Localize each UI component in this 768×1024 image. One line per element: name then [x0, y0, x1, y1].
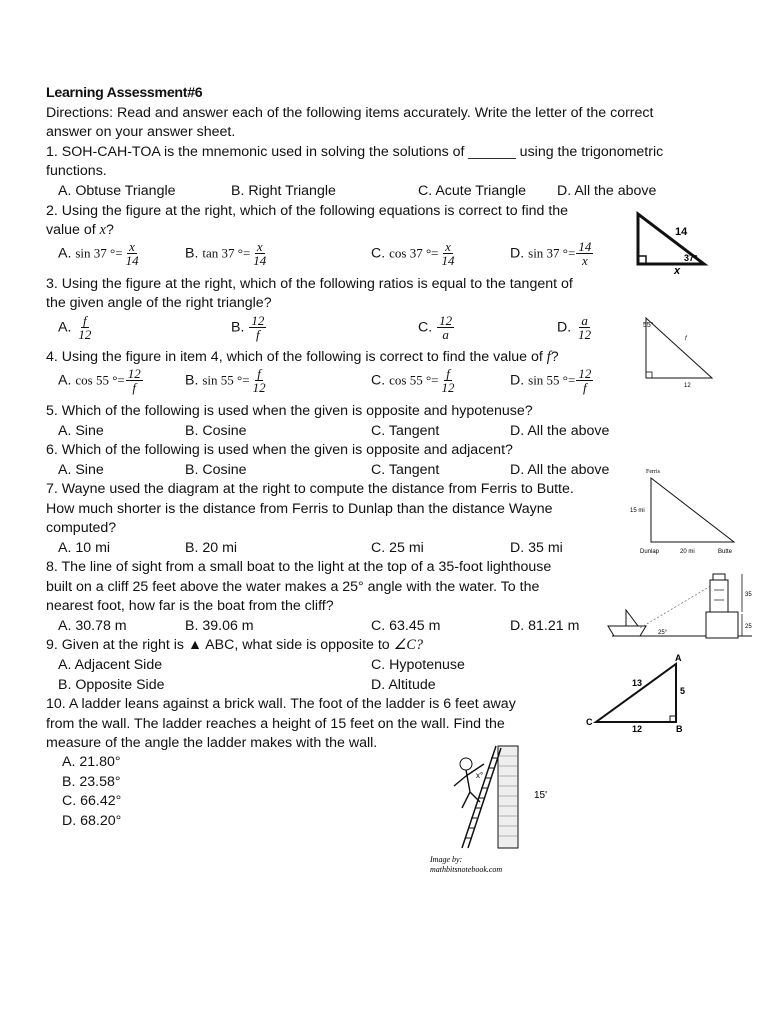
q10-option-c: C. 66.42°	[62, 793, 122, 809]
q7-option-d: D. 35 mi	[510, 540, 563, 556]
directions-line-2: answer on your answer sheet.	[46, 124, 236, 140]
fig4-h2-label: 25	[745, 624, 752, 630]
fig2-base-label: 12	[684, 383, 691, 389]
q5-option-d: D. All the above	[510, 423, 610, 439]
q10-option-d: D. 68.20°	[62, 813, 122, 829]
fig5-vertex-c: C	[586, 717, 593, 727]
q8-line-2: built on a cliff 25 feet above the water makes a 25° angle with the water. To the	[46, 579, 540, 595]
q7-option-c: C. 25 mi	[371, 540, 424, 556]
fig3-top-label: Ferris	[646, 469, 660, 475]
figure-triangle-55	[638, 312, 718, 390]
person-head-icon	[460, 758, 472, 770]
fig2-angle-label: 55°	[643, 322, 654, 329]
fig1-side-label: x	[674, 265, 681, 277]
q10-line-3: measure of the angle the ladder makes with the wall.	[46, 735, 378, 751]
q7-option-a: A. 10 mi	[58, 540, 111, 556]
q8-option-d: D. 81.21 m	[510, 618, 580, 634]
fig3-left-label: 15 mi	[630, 508, 645, 514]
q7-line-3: computed?	[46, 520, 117, 536]
page-title: Learning Assessment#6	[46, 85, 203, 101]
q5-option-c: C. Tangent	[371, 423, 440, 439]
boat-sail-icon	[626, 610, 638, 626]
q7-option-b: B. 20 mi	[185, 540, 238, 556]
q6-option-d: D. All the above	[510, 462, 610, 478]
q8-line-1: 8. The line of sight from a small boat to the light at the top of a 35-foot lighthouse	[46, 559, 552, 575]
q6-option-b: B. Cosine	[185, 462, 247, 478]
fig3-bl-label: Dunlap	[640, 549, 660, 555]
q4-option-d: D. sin 55 °= $\frac{12}{f}$	[510, 366, 592, 395]
q2-option-d: D. sin 37 °= $\frac{14}{x}$	[510, 239, 592, 268]
fig5-vertex-b: B	[676, 724, 683, 734]
q8-option-c: C. 63.45 m	[371, 618, 441, 634]
fig2-hyp-label: f	[685, 336, 687, 342]
q10-line-1: 10. A ladder leans against a brick wall. The foot of the ladder is 6 feet away	[46, 696, 516, 712]
fig5-vertex-a: A	[675, 653, 682, 663]
q4-line: 4. Using the figure in item 4, which of the following is correct to find the value of f?	[46, 349, 559, 365]
fig4-line-of-sight	[640, 584, 714, 628]
q4-option-a: A. cos 55 °= $\frac{12}{f}$	[58, 366, 141, 395]
q10-option-a: A. 21.80°	[62, 754, 121, 770]
q1-option-b: B. Right Triangle	[231, 183, 336, 199]
fig3-triangle	[651, 478, 734, 542]
fig6-height-label: 15'	[534, 790, 548, 801]
fig4-angle-label: 25°	[658, 630, 668, 636]
q3-option-d: D. $\frac{a}{12}$	[557, 313, 592, 342]
q5-line: 5. Which of the following is used when the given is opposite and hypotenuse?	[46, 403, 533, 419]
figure-triangle-37	[632, 208, 712, 276]
q4-option-b: B. sin 55 °= $\frac{f}{12}$	[185, 366, 266, 395]
q3-option-c: C. $\frac{12}{a}$	[418, 313, 453, 342]
q9-line: 9. Given at the right is ▲ ABC, what side is opposite to ∠C?	[46, 637, 423, 653]
q4-option-c: C. cos 55 °= $\frac{f}{12}$	[371, 366, 455, 395]
q5-option-b: B. Cosine	[185, 423, 247, 439]
q3-option-b: B. $\frac{12}{f}$	[231, 313, 265, 342]
q10-line-2: from the wall. The ladder reaches a height of 15 feet on the wall. Find the	[46, 716, 505, 732]
q1-line-1: 1. SOH-CAH-TOA is the mnemonic used in solving the solutions of ______ using the trigonometric	[46, 144, 664, 160]
q2-option-b: B. tan 37 °= $\frac{x}{14}$	[185, 239, 267, 268]
q9-option-b: B. Opposite Side	[58, 677, 165, 693]
fig3-br-label: Butte	[718, 549, 733, 555]
fig6-angle-label: x°	[476, 771, 484, 780]
figure-ladder-wall	[430, 742, 580, 878]
directions-line-1: Directions: Read and answer each of the following items accurately. Write the letter of the correct	[46, 105, 654, 121]
q6-option-c: C. Tangent	[371, 462, 440, 478]
fig3-base-label: 20 mi	[680, 549, 695, 555]
q7-line-1: 7. Wayne used the diagram at the right to compute the distance from Ferris to Butte.	[46, 481, 574, 497]
q8-option-a: A. 30.78 m	[58, 618, 127, 634]
figure-ferris-butte	[628, 462, 738, 558]
q9-option-a: A. Adjacent Side	[58, 657, 163, 673]
fig6-credit-2: mathbitsnotebook.com	[430, 865, 503, 874]
figure-triangle-abc	[582, 650, 692, 734]
q1-option-c: C. Acute Triangle	[418, 183, 527, 199]
q2-line-2: value of x?	[46, 222, 114, 238]
fig2-triangle	[646, 318, 712, 378]
fig4-h1-label: 35	[745, 592, 752, 598]
q9-option-d: D. Altitude	[371, 677, 436, 693]
q2-option-c: C. cos 37 °= $\frac{x}{14}$	[371, 239, 455, 268]
q3-line-1: 3. Using the figure at the right, which of the following ratios is equal to the tangent of	[46, 276, 573, 292]
q6-line: 6. Which of the following is used when the given is opposite and adjacent?	[46, 442, 513, 458]
q9-option-c: C. Hypotenuse	[371, 657, 465, 673]
q2-line-1: 2. Using the figure at the right, which of the following equations is correct to find the	[46, 203, 569, 219]
q5-option-a: A. Sine	[58, 423, 104, 439]
fig5-side-label: 5	[680, 686, 686, 696]
q2-option-a: A. sin 37 °= $\frac{x}{14}$	[58, 239, 139, 268]
q8-option-b: B. 39.06 m	[185, 618, 254, 634]
lighthouse-icon	[710, 580, 728, 612]
fig4-cliff	[706, 612, 738, 638]
q10-option-b: B. 23.58°	[62, 774, 121, 790]
brick-wall-icon	[498, 746, 518, 848]
fig2-right-angle-mark	[646, 372, 652, 378]
fig5-hyp-label: 13	[632, 678, 643, 688]
fig5-base-label: 12	[632, 724, 643, 734]
q1-option-d: D. All the above	[557, 183, 657, 199]
q8-line-3: nearest foot, how far is the boat from the cliff?	[46, 598, 334, 614]
q1-line-2: functions.	[46, 163, 107, 179]
lighthouse-lamp-icon	[713, 574, 725, 580]
q1-option-a: A. Obtuse Triangle	[58, 183, 176, 199]
fig6-credit-1: Image by:	[430, 855, 463, 864]
q7-line-2: How much shorter is the distance from Ferris to Dunlap than the distance Wayne	[46, 501, 553, 517]
q6-option-a: A. Sine	[58, 462, 104, 478]
q3-option-a: A. $\frac{f}{12}$	[58, 313, 92, 342]
fig5-triangle	[596, 664, 676, 722]
fig1-angle-label: 37°	[684, 253, 698, 263]
fig1-hyp-label: 14	[675, 226, 688, 238]
ladder-rail-right	[468, 748, 501, 848]
q3-line-2: the given angle of the right triangle?	[46, 295, 272, 311]
figure-lighthouse	[602, 566, 752, 648]
